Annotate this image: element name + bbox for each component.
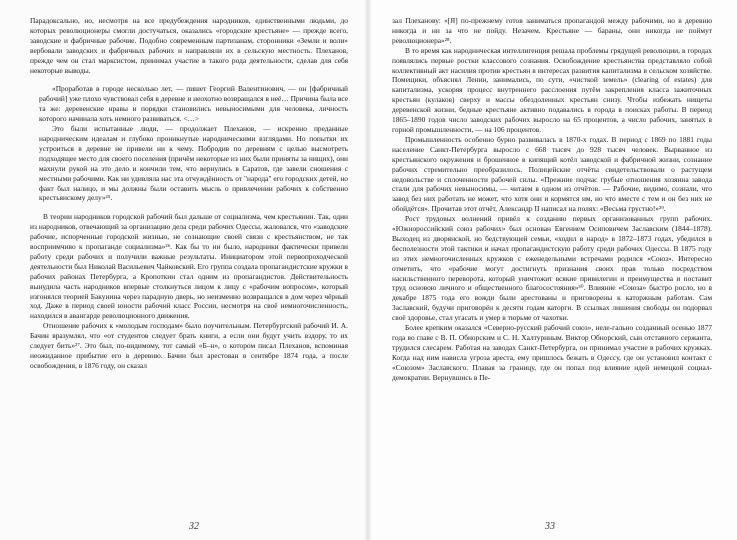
paragraph: Отношение рабочих к «молодым господам» было поучительным. Петербургский рабочий И. А. Бачин вразумлял, что «от студентов следует брать книги, а если они будут учить вздору, то их следует бить»²⁷. Это был, по-видимому, тот самый «Б–н», о котором писал Плеханов, вспоминая неожиданное прибытие его в деревню. Бачин был арестован в сентябре 1874 года, а после освобождения, в 1876 году, он сказал bbox=[30, 321, 348, 370]
right-page-text bbox=[392, 16, 712, 383]
book-gutter bbox=[364, 0, 372, 540]
paragraph: В теории народников городской рабочий был дальше от социализма, чем крестьянин. Так, один из народников, отвечающий за организацию дела среди рабочих Одессы, жаловался, что «заводские рабочие, испорченные городской жизнью, не сознающие своей связи с крестьянством, не так восприимчиво к пропаганде социализма»²⁶. Как бы то ни было, народники фактически привели работу среди рабочих и получили важные результаты. Инициатором этой первопроходческой деятельности был Николай Васильевич Чайковский. Его группа создала пропагандистские кружки в рабочих районах Петербурга, а Кропоткин стал одним из пропагандистов. Действительность вынудила часть народников впервые столкнуться лицом к лицу с «рабочим вопросом», который изгонялся теорией Бакунина через парадную дверь, но неизменно возвращался в дом через чёрный ход. Даже в период своей юности рабочий класс России, несмотря на своё немногочисленность, находился в авангарде революционного движения. bbox=[30, 212, 348, 321]
paragraph: Промышленность особенно бурно развивалась в 1870-х годах. В период с 1869 по 1881 годы население Санкт-Петербурга выросло с 668 тысяч до 928 тысяч человек. Вырванное из крестьянского окружения и брошенное в кипящий котёл заводской и фабричной жизни, сознание рабочих стремительно преобразилось. Полицейские отчёты свидетельствовали о растущем недовольстве и сплоченности рабочей силы. «Прежние подчас грубые отношения хозяина завода стали для рабочих невыносимы, — читаем в одном из отчётов. — Рабочие, видимо, сознали, что завод без них работать не может, что хотя они и кормятся им, но что вместе с тем и он без них не обойдётся». Прочитав этот отчёт, Александр II написал на полях: «Весьма грустно!»²⁹. bbox=[392, 134, 712, 214]
right-page bbox=[368, 0, 737, 540]
page-number: 33 bbox=[545, 521, 555, 532]
paragraph: Более крепким оказался «Северно-русский рабочий союз», неле-гально созданный осенью 1877 года во главе с В. П. Обнорским и С. Н. Халтуриным. Виктор Обнорский, сын отставного сержанта, трудился слесарем. Работая на заводах Санкт-Петербурга, он принимал участие в рабочих кружках. Когда над ним нависла угроза ареста, ему пришлось бежать в Одессу, где он установил контакт с «Союзом» Заславского. Плавая за границу, где он попал под влияние идей немецкой социал-демократии. Вернувшись в Пе- bbox=[392, 323, 712, 382]
quote-paragraph: Это были испытанные люди, — продолжает Плеханов, — искренно преданные народническим идеалам и глубоко проникнутые народническими взглядами. Но попытки их устроиться в деревне не привели ни к чему. Побродив по деревням с целью высмотреть подходящее место для своего поселения (причём некоторые из них были приняты за нищих), они махнули рукой на это дело и кончили тем, что вернулись в Саратов, где завели сношения с местными рабочими. Как ни удивляла нас эта отчуждённость от "народа" его городских детей, но факт был налицо, и мы должны были оставить мысль о привлечении рабочих к собственно крестьянскому делу»²⁵. bbox=[39, 124, 348, 203]
paragraph: В то время как народническая интеллигенция решала проблемы грядущей революции, в городах появлялись первые ростки классового сознания. Освобождение крестьянства представляло собой коллективный акт насилия против крестьян в интересах развития капитализма в сельском хозяйстве. Помещики, объяснял Ленин, занимались, по сути, «чисткой земель» (clearing of estates) для капитализма, ускоряя процесс внутреннего расслоения путём закрепления класса зажиточных крестьян (кулаков) сверху и массы обездоленных крестьян снизу. Чтобы избежать нищеты деревенской жизни, бедные крестьяне активно подавались в города в поисках работы. В период 1865–1890 годов число заводских рабочих выросло на 65 процентов, а число рабочих, занятых в горной промышленности, — на 106 процентов. bbox=[392, 45, 712, 134]
left-page bbox=[0, 0, 368, 540]
paragraph: Парадоксально, но, несмотря на все предубеждения народников, единственными людьми, до которых революционеры смогли достучаться, оказались «городские крестьяне» — прежде всего, заводские и фабричные рабочие. Подобно современным партизанам, сторонники «Земли и воли» вербовали заводских и фабричных рабочих и направляли их в сельскую местность. Плеханов, прежде чем он стал марксистом, принимал участие в такого рода деятельности, сделав для себя некоторые выводы. bbox=[30, 16, 348, 75]
left-page-text bbox=[30, 16, 348, 371]
page-number: 32 bbox=[189, 521, 199, 532]
paragraph: зал Плеханову: «[Я] по-прежнему готов заниматься пропагандой между рабочими, но в деревню никогда и ни за что не пойду. Незачем. Крестьяне — бараны, они никогда не поймут революционера»²⁸. bbox=[392, 16, 712, 45]
paragraph: Рост трудовых волнений привёл к созданию первых организованных групп рабочих. «Южнороссийский союз рабочих» был основан Евгением Осиповичем Заславским (1844–1878). Выходец из дворянской, но бедствующей семьи, «ходил в народ» в 1872–1873 годах, убедился в бесполезности этой тактики и начал пропагандистскую работу среди рабочих Одессы. В 1875 году из этих немногочисленных кружков с еженедельными встречами родился «Союз». Интересно отметить, что «рабочие могут достигнуть признания своих прав только посредством насильственного переворота, который уничтожит всякие привилегии и преимущества и поставит труд основою личного и общественного благосостояния»³⁰. Влияние «Союза» быстро росло, но в декабре 1875 года его вожди были арестованы и приговорены к каторжным работам. Сам Заславский, будучи приговорён к десяти годам каторги. В ссылках лишения свободы он подорвал своё здоровье, стал угасать и умер в тюрьме от чахотки. bbox=[392, 214, 712, 323]
quote-paragraph: «Проработав в городе несколько лет, — пишет Георгий Валентинович, — он [фабричный рабочий] уже плохо чувствовал себя в деревне и неохотно возвращался в неё… Причина была все та же: деревенские нравы и порядки становились невыносимыми для человека, личность которого начинала хоть немного развиваться. <…> bbox=[39, 84, 348, 124]
